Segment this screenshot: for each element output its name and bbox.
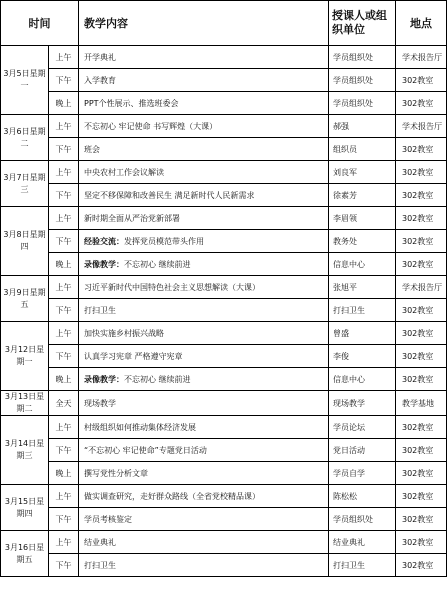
table-row: [1, 92, 447, 115]
table-row: [1, 253, 447, 276]
content-cell: 打扫卫生: [79, 299, 329, 322]
time-slot-cell: 下午: [49, 554, 79, 577]
table-row: [1, 368, 447, 391]
time-slot-cell: 上午: [49, 416, 79, 439]
table-row: [1, 230, 447, 253]
location-cell: 302教室: [396, 439, 447, 462]
time-slot-cell: 上午: [49, 207, 79, 230]
content-cell: “不忘初心 牢记使命”专题党日活动: [79, 439, 329, 462]
table-row: [1, 299, 447, 322]
table-row: [1, 138, 447, 161]
content-cell: [79, 253, 329, 276]
teacher-cell: 教务处: [329, 230, 396, 253]
content-cell: 中央农村工作会议解读: [79, 161, 329, 184]
table-row: [1, 485, 447, 508]
location-cell: 302教室: [396, 554, 447, 577]
location-cell: 302教室: [396, 207, 447, 230]
time-slot-cell: 上午: [49, 322, 79, 345]
table-row: [1, 207, 447, 230]
header-content: 教学内容: [79, 1, 329, 46]
time-slot-cell: 下午: [49, 184, 79, 207]
table-row: [1, 46, 447, 69]
time-slot-cell: 下午: [49, 439, 79, 462]
location-cell: 302教室: [396, 184, 447, 207]
time-slot-cell: 晚上: [49, 368, 79, 391]
teacher-cell: 李俊: [329, 345, 396, 368]
content-cell: [79, 230, 329, 253]
time-slot-cell: 下午: [49, 138, 79, 161]
content-lead: 录像教学：: [84, 259, 124, 269]
teacher-cell: 党日活动: [329, 439, 396, 462]
content-cell: 做实调查研究，走好群众路线（全省党校精品课）: [79, 485, 329, 508]
teacher-cell: 结业典礼: [329, 531, 396, 554]
date-cell: 3月5日星期一: [1, 46, 49, 115]
location-cell: 302教室: [396, 508, 447, 531]
date-cell: 3月7日星期三: [1, 161, 49, 207]
time-slot-cell: 下午: [49, 69, 79, 92]
location-cell: 302教室: [396, 230, 447, 253]
location-cell: 302教室: [396, 138, 447, 161]
teacher-cell: 组织员: [329, 138, 396, 161]
table-row: [1, 554, 447, 577]
content-cell: 坚定不移保障和改善民生 满足新时代人民新需求: [79, 184, 329, 207]
content-cell: 结业典礼: [79, 531, 329, 554]
time-slot-cell: 晚上: [49, 253, 79, 276]
teacher-cell: 打扫卫生: [329, 554, 396, 577]
content-text: 不忘初心 继续前进: [124, 374, 191, 384]
teacher-cell: 信息中心: [329, 368, 396, 391]
table-row: [1, 508, 447, 531]
table-row: [1, 416, 447, 439]
time-slot-cell: 上午: [49, 115, 79, 138]
teacher-cell: 郝强: [329, 115, 396, 138]
time-slot-cell: 上午: [49, 161, 79, 184]
teacher-cell: 打扫卫生: [329, 299, 396, 322]
content-cell: 开学典礼: [79, 46, 329, 69]
time-slot-cell: 上午: [49, 531, 79, 554]
date-cell: 3月6日星期二: [1, 115, 49, 161]
schedule-body: [1, 46, 447, 577]
time-slot-cell: 上午: [49, 485, 79, 508]
teacher-cell: 陈松松: [329, 485, 396, 508]
teacher-cell: 学员组织处: [329, 69, 396, 92]
time-slot-cell: 上午: [49, 276, 79, 299]
location-cell: 302教室: [396, 92, 447, 115]
header-teacher: 授课人或组织单位: [329, 1, 396, 46]
teacher-cell: 现场教学: [329, 391, 396, 416]
location-cell: 302教室: [396, 485, 447, 508]
time-slot-cell: 下午: [49, 345, 79, 368]
teacher-cell: 学员组织处: [329, 46, 396, 69]
content-cell: 村级组织如何推动集体经济发展: [79, 416, 329, 439]
content-cell: [79, 368, 329, 391]
time-slot-cell: 上午: [49, 46, 79, 69]
date-cell: 3月15日星期四: [1, 485, 49, 531]
teacher-cell: 徐素芳: [329, 184, 396, 207]
time-slot-cell: 下午: [49, 230, 79, 253]
date-cell: 3月9日星期五: [1, 276, 49, 322]
date-cell: 3月13日星期二: [1, 391, 49, 416]
content-cell: 入学教育: [79, 69, 329, 92]
content-cell: 打扫卫生: [79, 554, 329, 577]
header-time: 时间: [1, 1, 79, 46]
teacher-cell: 学员组织处: [329, 508, 396, 531]
time-slot-cell: 下午: [49, 299, 79, 322]
teacher-cell: 曾盛: [329, 322, 396, 345]
teacher-cell: 学员自学: [329, 462, 396, 485]
table-row: [1, 276, 447, 299]
content-cell: 加快实施乡村振兴战略: [79, 322, 329, 345]
location-cell: 302教室: [396, 416, 447, 439]
content-cell: 撰写党性分析文章: [79, 462, 329, 485]
table-row: [1, 322, 447, 345]
teacher-cell: 刘良军: [329, 161, 396, 184]
location-cell: 教学基地: [396, 391, 447, 416]
table-row: [1, 391, 447, 416]
content-lead: 录像教学：: [84, 374, 124, 384]
location-cell: 302教室: [396, 69, 447, 92]
teacher-cell: 信息中心: [329, 253, 396, 276]
table-row: [1, 161, 447, 184]
teacher-cell: 学员组织处: [329, 92, 396, 115]
header-location: 地点: [396, 1, 447, 46]
time-slot-cell: 下午: [49, 508, 79, 531]
location-cell: 302教室: [396, 462, 447, 485]
date-cell: 3月12日星期一: [1, 322, 49, 391]
table-row: [1, 531, 447, 554]
time-slot-cell: 全天: [49, 391, 79, 416]
content-lead: 经验交流：: [84, 236, 124, 246]
time-slot-cell: 晚上: [49, 92, 79, 115]
content-cell: 新时期全面从严治党新部署: [79, 207, 329, 230]
table-row: [1, 69, 447, 92]
location-cell: 学术报告厅: [396, 46, 447, 69]
content-cell: 不忘初心 牢记使命 书写辉煌（大课）: [79, 115, 329, 138]
content-cell: 认真学习宪章 严格遵守宪章: [79, 345, 329, 368]
table-row: [1, 184, 447, 207]
table-row: [1, 462, 447, 485]
table-row: [1, 439, 447, 462]
header-row: [1, 1, 447, 46]
table-row: [1, 345, 447, 368]
location-cell: 302教室: [396, 253, 447, 276]
content-cell: 班会: [79, 138, 329, 161]
content-text: 不忘初心 继续前进: [124, 259, 191, 269]
content-cell: PPT个性展示、推选班委会: [79, 92, 329, 115]
location-cell: 302教室: [396, 161, 447, 184]
content-text: 发挥党员模范带头作用: [124, 236, 204, 246]
content-cell: 习近平新时代中国特色社会主义思想解读（大课）: [79, 276, 329, 299]
date-cell: 3月16日星期五: [1, 531, 49, 577]
date-cell: 3月14日星期三: [1, 416, 49, 485]
location-cell: 302教室: [396, 322, 447, 345]
teacher-cell: 学员论坛: [329, 416, 396, 439]
location-cell: 302教室: [396, 531, 447, 554]
time-slot-cell: 晚上: [49, 462, 79, 485]
location-cell: 302教室: [396, 368, 447, 391]
location-cell: 学术报告厅: [396, 276, 447, 299]
table-row: [1, 115, 447, 138]
content-cell: 学员考核鉴定: [79, 508, 329, 531]
location-cell: 学术报告厅: [396, 115, 447, 138]
content-cell: 现场教学: [79, 391, 329, 416]
teacher-cell: 李眉领: [329, 207, 396, 230]
location-cell: 302教室: [396, 299, 447, 322]
location-cell: 302教室: [396, 345, 447, 368]
date-cell: 3月8日星期四: [1, 207, 49, 276]
teacher-cell: 张旭平: [329, 276, 396, 299]
